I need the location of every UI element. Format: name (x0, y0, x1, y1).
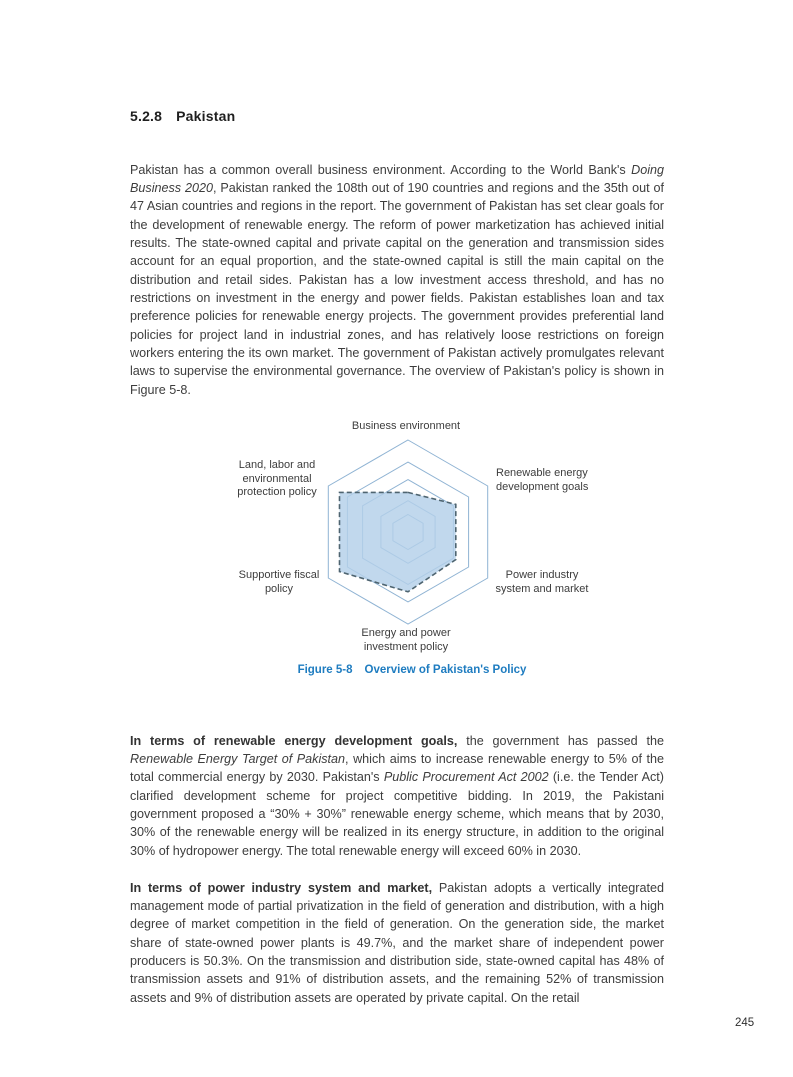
text-run: (i.e. the Tender Act) clarified development scheme for project competitive bidding. In 2019, the Pakistani government proposed a “30% + 30%” renewable energy scheme, which means that by 2030, 30% of the renewable energy will be realized in its energy structure, in addition to the original 30% of hydropower energy. The total renewable energy will exceed 60% in 2030. (130, 770, 664, 858)
paragraph-1 (130, 161, 664, 399)
axis-label-line: protection policy (237, 486, 317, 499)
axis-label-line: Business environment (351, 420, 461, 432)
text-run: Pakistan has a common overall business environment. According to the World Bank's (130, 162, 632, 177)
text-run: Pakistan adopts a vertically integrated management mode of partial privatization in the field of generation and distribution, with a high degree of market competition in the field of generation. On the generation side, the market share of state-owned power plants is 49.7%, and the market share of independent power producers is 50.3%. On the transmission and distribution side, state-owned capital has 48% of transmission assets and 91% of distribution assets, and the remaining 52% of transmission assets and 9% of distribution assets are operated by private capital. On the retail (130, 880, 664, 1005)
bold-run: In terms of power industry system and market, (130, 880, 433, 895)
figure-caption (298, 664, 527, 676)
axis-label-line: Renewable energy (496, 467, 588, 479)
bold-run: In terms of renewable energy development goals, (130, 733, 458, 748)
axis-label-line: Power industry (505, 569, 579, 581)
axis-label-energy-investment (361, 627, 450, 654)
italic-run: Public Procurement Act 2002 (383, 770, 549, 785)
paragraph-2 (130, 732, 664, 860)
radar-chart (318, 430, 498, 634)
axis-label-line: policy (264, 582, 294, 595)
axis-label-power-industry (496, 569, 589, 596)
axis-label-line: Supportive fiscal (238, 569, 320, 581)
italic-run: Doing Business 2020 (130, 162, 664, 195)
italic-run: Renewable Energy Target of Pakistan (130, 751, 346, 766)
axis-label-land-labor-environment (237, 459, 317, 500)
axis-label-line: system and market (495, 582, 589, 595)
figure-caption-label: Figure 5-8 (297, 664, 353, 676)
axis-label-renewable-energy-goals (496, 467, 588, 494)
paragraph-3 (130, 879, 664, 1007)
section-title: Pakistan (176, 108, 236, 124)
text-run: , Pakistan ranked the 108th out of 190 countries and regions and the 35th out of 47 Asian countries and regions in the report. The government of Pakistan has set clear goals for the development of renewable energy. The reform of power marketization has achieved initial results. The state-owned capital and private capital on the generation and transmission sides account for an equal proportion, and the state-owned capital is still the main capital on the distribution and retail sides. Pakistan has a low investment access threshold, and has no restrictions on investment in the energy and power fields. Pakistan establishes loan and tax preference policies for renewable energy projects. The government provides preferential land policies for project land in industrial zones, and has relatively loose restrictions on foreign workers entering the its own market. The government of Pakistan actively promulgates relevant laws to supervise the environmental governance. The overview of Pakistan's policy is shown in Figure 5-8. (130, 180, 664, 397)
section-heading (130, 108, 235, 124)
axis-label-line: investment policy (363, 640, 449, 653)
radar-data-polygon (340, 492, 456, 591)
page-number: 245 (735, 1017, 755, 1029)
axis-label-business-environment (352, 420, 460, 434)
axis-label-line: environmental (242, 472, 312, 485)
section-number: 5.2.8 (130, 108, 163, 124)
axis-label-line: Land, labor and (238, 459, 316, 471)
text-run: , which aims to increase renewable energy to 5% of the total commercial energy by 2030. Pakistan's (130, 751, 664, 785)
axis-label-line: Energy and power (361, 627, 451, 639)
axis-label-supportive-fiscal (239, 569, 320, 596)
figure-caption-title: Overview of Pakistan's Policy (364, 664, 527, 676)
text-run: the government has passed the (457, 733, 664, 748)
axis-label-line: development goals (496, 480, 589, 493)
